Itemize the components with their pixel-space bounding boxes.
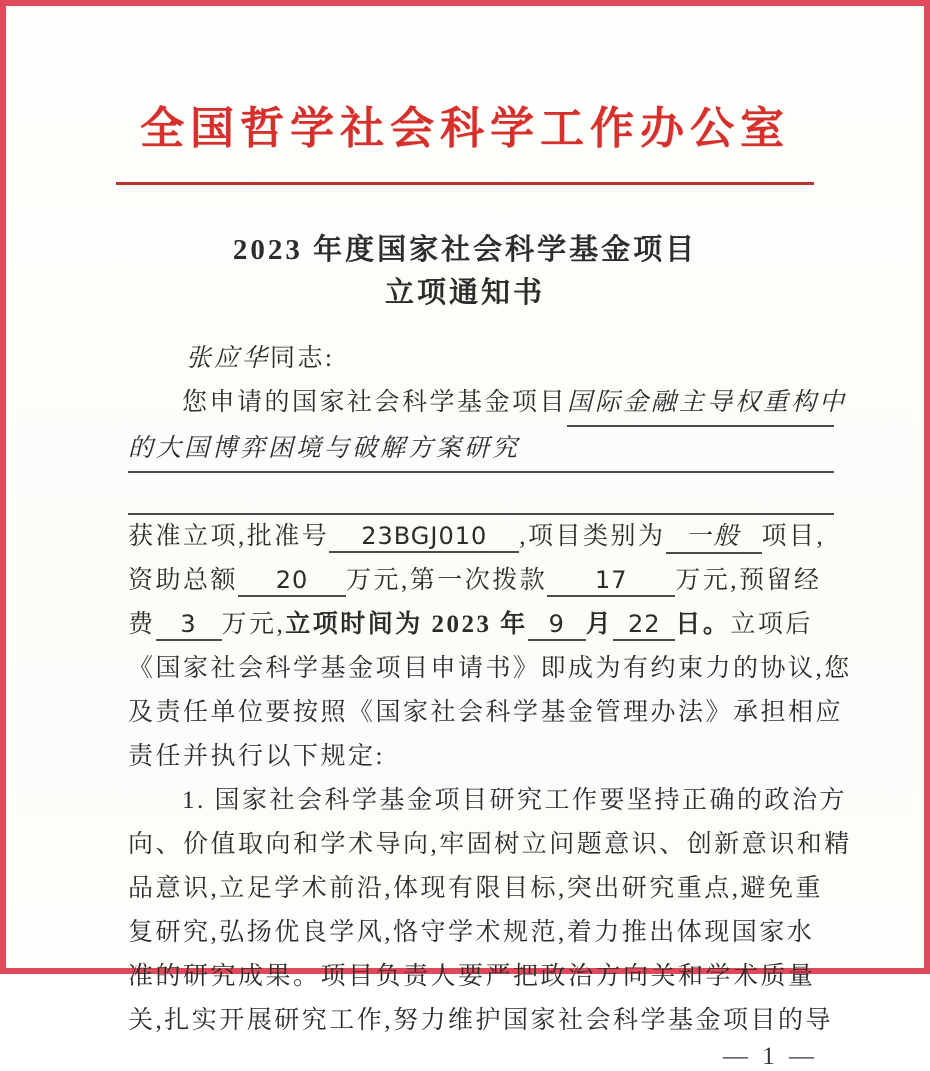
regulation-1-line-2: 向、价值取向和学术导向,牢固树立问题意识、创新意识和精	[128, 831, 852, 858]
approval-line-2	[128, 559, 834, 603]
office-name-heading: 全国哲学社会科学工作办公室	[140, 104, 790, 153]
letterhead-divider-rule	[116, 182, 814, 185]
approval-line-3	[128, 603, 834, 647]
approval-line-6: 责任并执行以下规定:	[128, 743, 385, 770]
regulation-1-line-5: 准的研究成果。项目负责人要严把政治方向关和学术质量	[128, 963, 816, 990]
empty-underline-row	[128, 473, 834, 515]
approval-line2-pre: 资助总额	[128, 567, 239, 594]
project-title-blank-part1: 国际金融主导权重构中	[567, 381, 834, 427]
month-blank: 9	[528, 609, 586, 641]
day-blank: 22	[613, 609, 675, 641]
project-category-blank: 一般	[666, 522, 762, 554]
approval-line1-mid: ,项目类别为	[519, 523, 666, 550]
regulation-1-line-4: 复研究,弘扬优良学风,恪守学术规范,着力推出体现国家水	[128, 919, 815, 946]
regulation-1-line-6: 关,扎实开展研究工作,努力维护国家社会科学基金项目的导	[128, 1007, 834, 1034]
salutation-suffix: 同志:	[270, 345, 335, 372]
approval-line1-post: 项目,	[761, 523, 826, 550]
date-label: 立项时间为 2023 年	[285, 611, 528, 638]
approval-line3-tail: 立项后	[730, 611, 813, 638]
document-page	[12, 12, 918, 1070]
approval-line-1	[128, 515, 834, 559]
letterhead	[12, 92, 918, 185]
document-body	[12, 337, 918, 1043]
approval-line1-pre: 获准立项,批准号	[128, 523, 330, 550]
approval-line2-mid: 万元,第一次拨款	[346, 567, 548, 594]
approval-line-5: 及责任单位要按照《国家社会科学基金管理办法》承担相应	[128, 699, 844, 726]
approval-number-blank: 23BGJ010	[329, 521, 519, 553]
regulation-1-line-3: 品意识,立足学术前沿,体现有限目标,突出研究重点,避免重	[128, 875, 824, 902]
project-intro-line-1	[128, 381, 848, 427]
title-line-1: 2023 年度国家社会科学基金项目	[232, 234, 698, 266]
approval-line3-pre: 费	[128, 611, 156, 638]
first-payment-blank: 17	[547, 565, 675, 597]
regulation-1-line-1: 1. 国家社会科学基金项目研究工作要坚持正确的政治方	[182, 787, 848, 814]
total-funding-blank: 20	[238, 565, 346, 597]
document-title	[12, 229, 918, 315]
salutation-line	[128, 337, 834, 381]
month-label: 月	[585, 611, 614, 638]
day-label: 日。	[675, 611, 731, 638]
page-number: — 1 —	[723, 1043, 818, 1070]
approval-line-4: 《国家社会科学基金项目申请书》即成为有约束力的协议,您	[128, 655, 852, 682]
title-line-2: 立项通知书	[384, 277, 545, 309]
approval-line3-mid: 万元,	[221, 611, 286, 638]
intro-lead-text: 您申请的国家社会科学基金项目	[182, 389, 568, 416]
approval-line2-post: 万元,预留经	[675, 567, 822, 594]
recipient-name: 张应华	[186, 345, 271, 372]
project-title-blank-part2: 的大国博弈困境与破解方案研究	[128, 435, 521, 462]
page-footer	[12, 1043, 918, 1071]
project-intro-line-2	[128, 427, 834, 473]
reserved-funding-blank: 3	[156, 609, 222, 641]
